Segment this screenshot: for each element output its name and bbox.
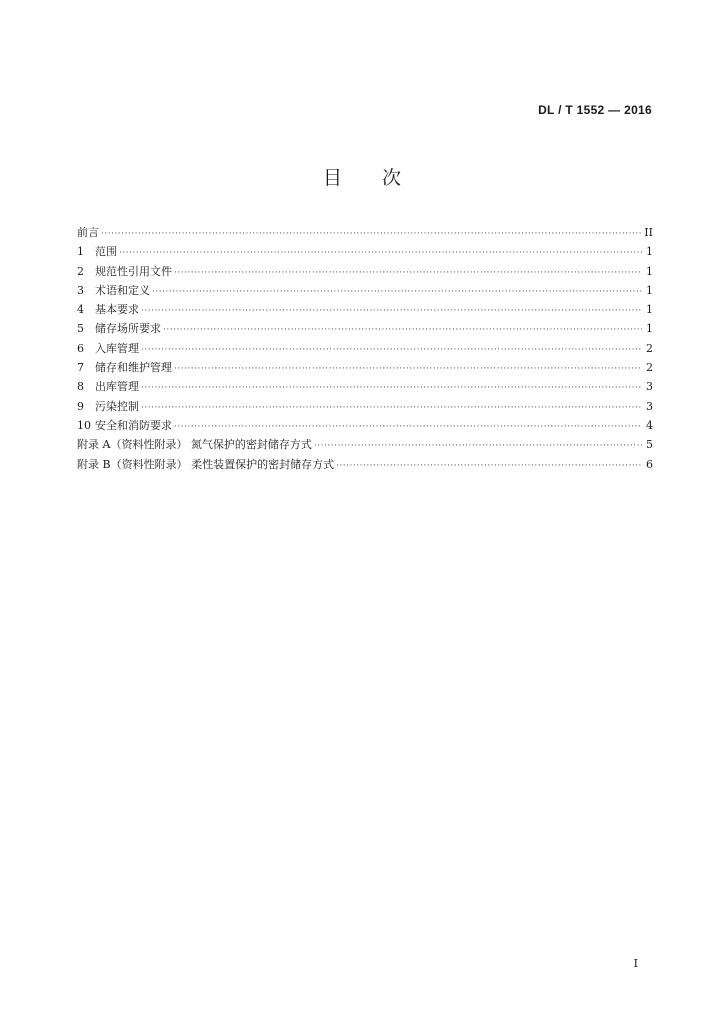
toc-entry-number: 3: [77, 283, 84, 297]
toc-entry-label: 出库管理: [95, 380, 139, 394]
toc-entry-page: 6: [646, 457, 653, 471]
toc-entry-number: 1: [77, 245, 84, 259]
toc-entry[interactable]: [77, 416, 653, 435]
toc-entry[interactable]: [77, 377, 653, 396]
toc-entry[interactable]: [77, 455, 653, 474]
toc-entry-label: 污染控制: [95, 399, 139, 413]
toc-dot-leader: [141, 302, 642, 321]
toc-entry-label: 附录 B（资料性附录） 柔性装置保护的密封储存方式: [77, 457, 335, 471]
toc-dot-leader: [141, 379, 642, 398]
toc-entry-number: 4: [77, 303, 84, 317]
toc-dot-leader: [314, 437, 642, 456]
toc-title: [0, 163, 724, 190]
toc-entry-page: 3: [646, 399, 653, 413]
toc-entry-page: 1: [646, 264, 653, 278]
toc-entry[interactable]: [77, 223, 653, 242]
toc-entry-page: 2: [646, 361, 653, 375]
toc-entry-number: 6: [77, 341, 84, 355]
toc-entry[interactable]: [77, 339, 653, 358]
toc-title-char: 次: [382, 167, 402, 189]
toc-entry-page: 1: [646, 245, 653, 259]
toc-title-char: 目: [322, 167, 342, 189]
toc-dot-leader: [152, 283, 642, 302]
toc-entry-page: 5: [646, 438, 653, 452]
toc-entry-number: 2: [77, 264, 84, 278]
toc-entry-label: 基本要求: [95, 303, 139, 317]
toc-entry-label: 储存和维护管理: [95, 361, 172, 375]
toc-entry-label: 入库管理: [95, 341, 139, 355]
page-number: I: [633, 957, 638, 970]
toc-dot-leader: [119, 244, 642, 263]
toc-entry-label: 储存场所要求: [95, 322, 161, 336]
toc-dot-leader: [163, 321, 642, 340]
toc-entry-label: 前言: [77, 226, 99, 239]
toc-entry-page: 1: [646, 283, 653, 297]
toc-entry[interactable]: [77, 319, 653, 338]
toc-entry[interactable]: [77, 435, 653, 454]
toc-entry-label: 规范性引用文件: [95, 264, 172, 278]
toc-dot-leader: [174, 360, 642, 379]
toc-entry-page: 3: [646, 380, 653, 394]
toc-dot-leader: [141, 341, 642, 360]
toc-entry-number: 5: [77, 322, 84, 336]
toc-entry-page: 4: [646, 418, 653, 432]
toc-entry-number: 10: [77, 418, 91, 432]
toc-entry[interactable]: [77, 397, 653, 416]
toc-entry-number: 7: [77, 361, 84, 375]
toc-entry[interactable]: [77, 281, 653, 300]
toc-entry[interactable]: [77, 300, 653, 319]
toc-entry-label: 安全和消防要求: [95, 418, 172, 432]
table-of-contents: [77, 223, 653, 474]
toc-entry-number: 9: [77, 399, 84, 413]
toc-entry-page: 1: [646, 322, 653, 336]
toc-dot-leader: [141, 399, 642, 418]
toc-entry-label: 术语和定义: [95, 283, 150, 297]
toc-entry[interactable]: [77, 262, 653, 281]
toc-entry-page: 2: [646, 341, 653, 355]
toc-entry-page: II: [644, 226, 653, 239]
standard-code: DL / T 1552 — 2016: [538, 103, 652, 117]
toc-dot-leader: [101, 225, 641, 244]
toc-entry[interactable]: [77, 358, 653, 377]
toc-dot-leader: [174, 264, 642, 283]
toc-entry-label: 范围: [95, 245, 117, 259]
toc-entry-page: 1: [646, 303, 653, 317]
toc-entry[interactable]: [77, 242, 653, 261]
toc-entry-number: 8: [77, 380, 84, 394]
toc-dot-leader: [336, 457, 642, 476]
toc-entry-label: 附录 A（资料性附录） 氮气保护的密封储存方式: [77, 438, 312, 452]
